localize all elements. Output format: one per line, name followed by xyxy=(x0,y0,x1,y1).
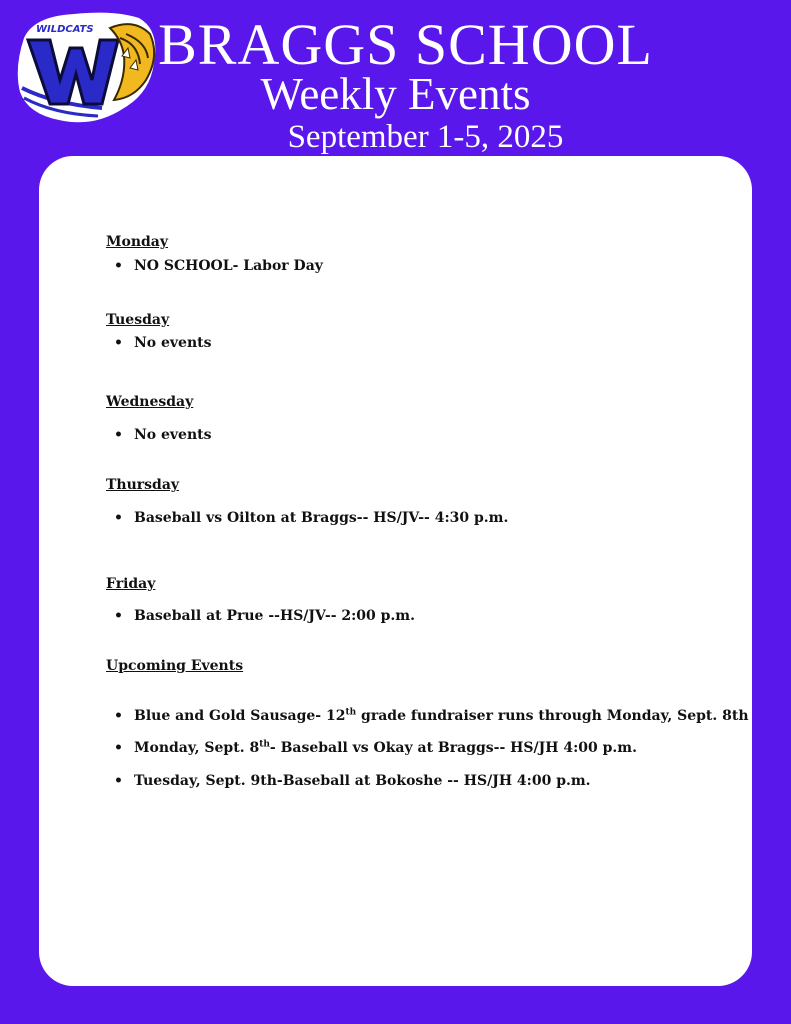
event-item xyxy=(114,510,508,526)
bullet-icon: • xyxy=(114,773,123,789)
upcoming-events-heading: Upcoming Events xyxy=(106,658,244,674)
bullet-icon: • xyxy=(114,608,123,624)
bullet-icon: • xyxy=(114,708,123,724)
bullet-icon: • xyxy=(114,510,123,526)
day-heading-friday: Friday xyxy=(106,576,156,592)
event-text: - Baseball vs Okay at Braggs-- HS/JH 4:00 p.m. xyxy=(269,740,637,756)
ordinal-suffix: th xyxy=(345,707,357,718)
event-text: No events xyxy=(134,335,212,351)
bullet-icon: • xyxy=(114,335,123,351)
event-text: Tuesday, Sept. 9th-Baseball at Bokoshe -- HS/JH 4:00 p.m. xyxy=(134,773,591,789)
upcoming-item xyxy=(114,708,749,724)
bullet-icon: • xyxy=(114,258,123,274)
upcoming-item xyxy=(114,740,637,756)
bullet-icon: • xyxy=(114,427,123,443)
event-item xyxy=(114,608,415,624)
events-card xyxy=(39,156,752,986)
upcoming-item xyxy=(114,773,591,789)
event-text: No events xyxy=(134,427,212,443)
event-text: NO SCHOOL- Labor Day xyxy=(134,258,323,274)
logo-text: WILDCATS xyxy=(36,24,94,35)
day-heading-tuesday: Tuesday xyxy=(106,312,170,328)
event-text: grade fundraiser runs through Monday, Sept. 8th xyxy=(356,708,749,724)
event-text: Baseball vs Oilton at Braggs-- HS/JV-- 4:30 p.m. xyxy=(134,510,509,526)
event-item xyxy=(114,427,212,443)
date-range: September 1-5, 2025 xyxy=(287,119,564,155)
page-subtitle: Weekly Events xyxy=(260,69,531,119)
event-text: Baseball at Prue --HS/JV-- 2:00 p.m. xyxy=(134,608,415,624)
event-item xyxy=(114,258,323,274)
day-heading-thursday: Thursday xyxy=(106,477,180,493)
event-text: Blue and Gold Sausage- 12 xyxy=(134,708,346,724)
school-name: BRAGGS SCHOOL xyxy=(158,12,653,77)
event-item xyxy=(114,335,212,351)
bullet-icon: • xyxy=(114,740,123,756)
day-heading-monday: Monday xyxy=(106,234,169,250)
ordinal-suffix: th xyxy=(259,739,270,750)
event-text: Monday, Sept. 8 xyxy=(134,740,260,756)
day-heading-wednesday: Wednesday xyxy=(106,394,194,410)
